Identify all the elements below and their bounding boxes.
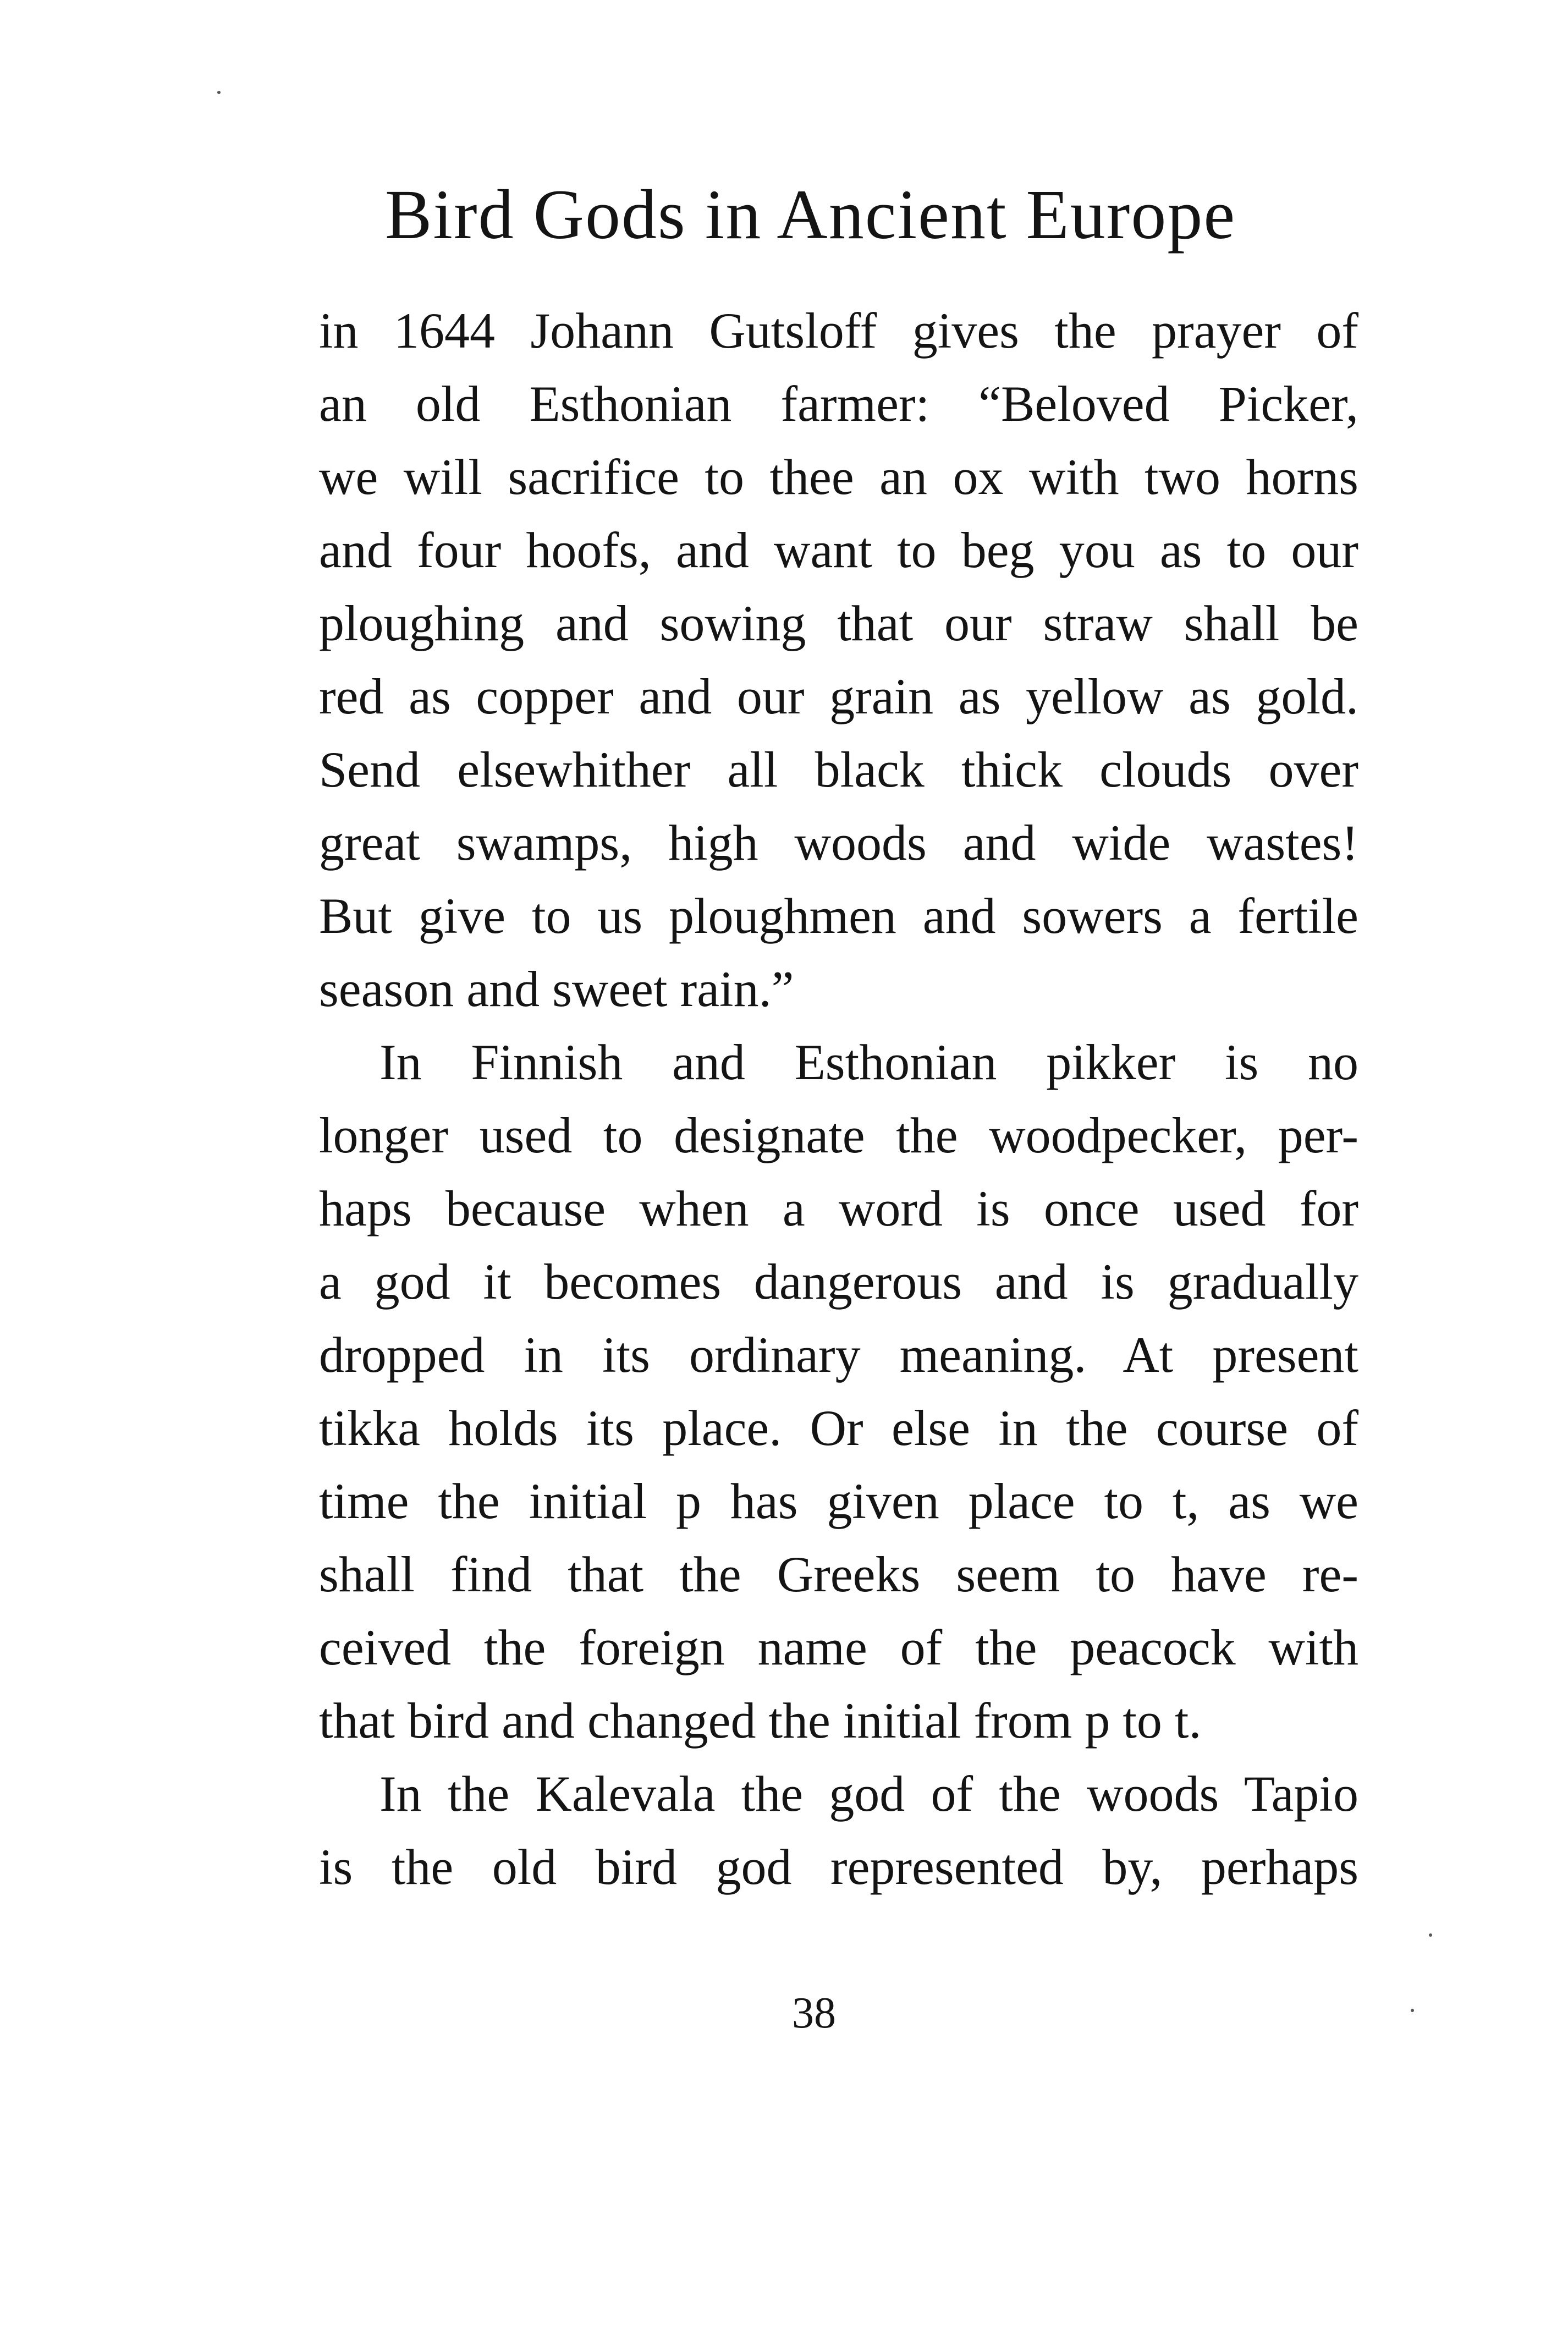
text-line: that bird and changed the initial from p to t. [319, 1692, 1202, 1749]
text-line: a god it becomes dangerous and is gradually [319, 1254, 1358, 1310]
scan-speck [1429, 1933, 1432, 1937]
text-line: ceived the foreign name of the peacock with [319, 1619, 1358, 1675]
text-line: shall find that the Greeks seem to have re- [319, 1546, 1358, 1602]
text-line: an old Esthonian farmer: “Beloved Picker, [319, 376, 1358, 432]
text-line: Send elsewhither all black thick clouds over [319, 741, 1358, 798]
text-line: is the old bird god represented by, perhaps [319, 1839, 1358, 1895]
text-line: In the Kalevala the god of the woods Tapio [379, 1766, 1358, 1822]
body-text [319, 294, 1358, 1904]
text-line: longer used to designate the woodpecker, per- [319, 1107, 1358, 1163]
text-line: time the initial p has given place to t, as we [319, 1473, 1358, 1529]
text-line: and four hoofs, and want to beg you as to our [319, 522, 1358, 578]
scan-speck [217, 91, 221, 94]
text-line: season and sweet rain.” [319, 961, 794, 1017]
text-line: ploughing and sowing that our straw shall be [319, 595, 1358, 651]
text-line: red as copper and our grain as yellow as gold. [319, 668, 1358, 724]
text-line: great swamps, high woods and wide wastes! [319, 815, 1358, 871]
text-line: But give to us ploughmen and sowers a fertile [319, 888, 1358, 944]
text-line: tikka holds its place. Or else in the course of [319, 1400, 1358, 1456]
scan-speck [1411, 2009, 1414, 2012]
text-line: dropped in its ordinary meaning. At present [319, 1327, 1358, 1383]
text-line: In Finnish and Esthonian pikker is no [379, 1034, 1358, 1090]
text-line: we will sacrifice to thee an ox with two horns [319, 449, 1358, 505]
page-number: 38 [792, 1989, 836, 2037]
text-line: haps because when a word is once used for [319, 1180, 1358, 1237]
text-line: in 1644 Johann Gutsloff gives the prayer of [319, 303, 1358, 359]
running-head: Bird Gods in Ancient Europe [385, 175, 1236, 254]
